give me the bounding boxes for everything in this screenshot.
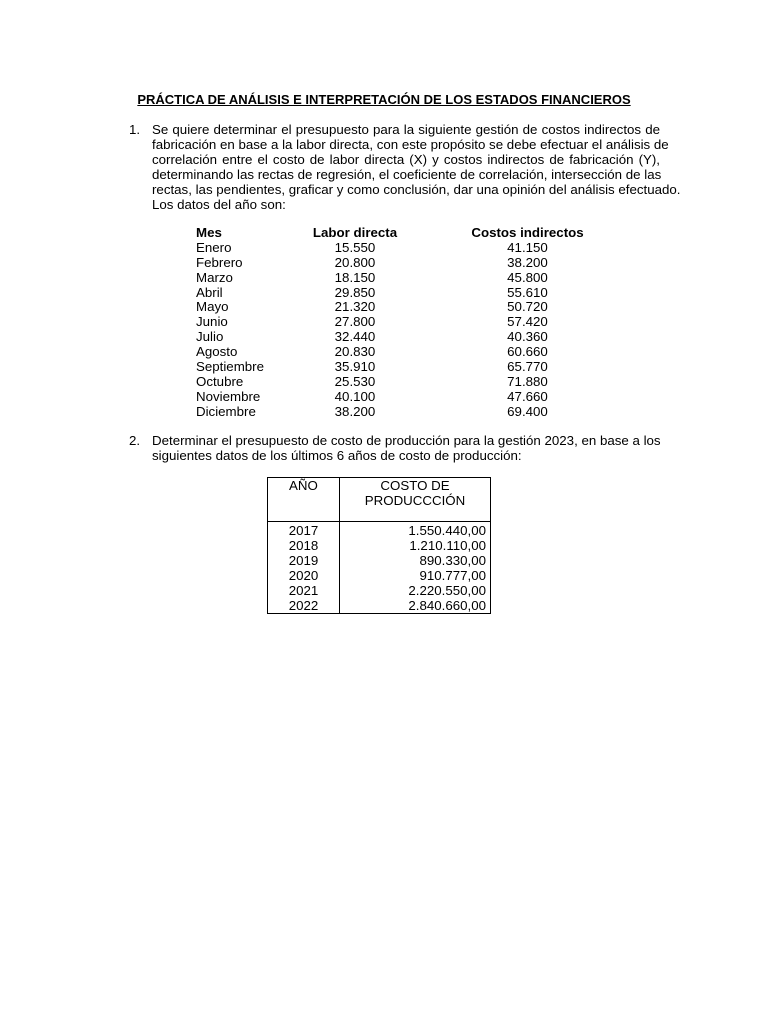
- cost-cell: 38.200: [507, 254, 548, 270]
- month-cell: Marzo: [196, 269, 233, 285]
- cost-cell: 55.610: [507, 284, 548, 300]
- labor-cell: 27.800: [334, 314, 376, 330]
- cost-cell: 71.880: [507, 373, 548, 389]
- month-header: Mes: [196, 225, 222, 240]
- labor-cell: 20.830: [334, 344, 376, 360]
- month-cell: Mayo: [196, 299, 229, 315]
- month-cell: Junio: [196, 314, 228, 330]
- year-cell: 2021: [268, 583, 340, 598]
- year-cell: 2017: [268, 522, 340, 539]
- month-cell: Enero: [196, 239, 232, 255]
- cost-cell: 50.720: [507, 299, 548, 315]
- month-cell: Septiembre: [196, 359, 264, 375]
- question-1-line: rectas, las pendientes, graficar y como conclusión, dar una opinión del análisis efectuado.: [152, 182, 681, 197]
- year-cell: 2019: [268, 553, 340, 568]
- question-1-text: [152, 122, 681, 212]
- labor-cell: 20.800: [334, 254, 376, 270]
- table-row: [268, 583, 491, 598]
- question-2-number: 2.: [129, 433, 141, 448]
- cost-cell: 60.660: [507, 344, 548, 360]
- labor-cell: 32.440: [334, 329, 376, 345]
- labor-column: [300, 225, 410, 419]
- question-1-line: determinando las rectas de regresión, el coeficiente de correlación, intersección de las: [152, 167, 662, 182]
- cost-cell: 45.800: [507, 269, 548, 285]
- question-2-line: siguientes datos de los últimos 6 años de costo de producción:: [152, 448, 522, 463]
- question-1-line: Los datos del año son:: [152, 197, 286, 212]
- month-cell: Abril: [196, 284, 223, 300]
- labor-cell: 29.850: [334, 284, 376, 300]
- question-1-number: 1.: [129, 122, 141, 137]
- production-cost-cell: 1.550.440,00: [340, 522, 491, 539]
- question-1-line: correlación entre el costo de labor directa (X) y costos indirectos de fabricación (Y),: [152, 152, 660, 167]
- question-1-line: fabricación en base a la labor directa, con este propósito se debe efectuar el análisis de: [152, 137, 669, 152]
- cost-header: Costos indirectos: [471, 225, 584, 240]
- month-cell: Julio: [196, 329, 224, 345]
- year-cell: 2020: [268, 568, 340, 583]
- month-cell: Agosto: [196, 344, 238, 360]
- labor-cell: 25.530: [334, 373, 376, 389]
- cost-cell: 57.420: [507, 314, 548, 330]
- labor-cell: 18.150: [334, 269, 376, 285]
- table-row: [268, 538, 491, 553]
- month-cell: Diciembre: [196, 403, 256, 419]
- cost-cell: 65.770: [507, 359, 548, 375]
- table-row: [268, 598, 491, 614]
- production-cost-header: [340, 478, 491, 522]
- month-cell: Noviembre: [196, 388, 261, 404]
- production-cost-cell: 910.777,00: [340, 568, 491, 583]
- cost-cell: 41.150: [507, 239, 548, 255]
- table-row: [268, 568, 491, 583]
- table-row: [268, 522, 491, 539]
- labor-header: Labor directa: [312, 225, 398, 240]
- cost-cell: 69.400: [507, 403, 548, 419]
- year-cell: 2018: [268, 538, 340, 553]
- production-cost-table: [267, 477, 491, 614]
- production-cost-header-line1: COSTO DE: [380, 478, 450, 493]
- labor-cell: 21.320: [334, 299, 376, 315]
- production-cost-header-line2: PRODUCCCIÓN: [364, 493, 466, 508]
- document-title: PRÁCTICA DE ANÁLISIS E INTERPRETACIÓN DE LOS ESTADOS FINANCIEROS: [137, 92, 631, 107]
- production-cost-cell: 2.840.660,00: [340, 598, 491, 614]
- month-column: [196, 225, 316, 419]
- table-row: [268, 553, 491, 568]
- production-cost-cell: 2.220.550,00: [340, 583, 491, 598]
- labor-cell: 40.100: [334, 388, 376, 404]
- production-cost-cell: 890.330,00: [340, 553, 491, 568]
- year-cell: 2022: [268, 598, 340, 614]
- labor-cell: 15.550: [334, 239, 376, 255]
- question-1-line: Se quiere determinar el presupuesto para la siguiente gestión de costos indirectos de: [152, 122, 660, 137]
- labor-cell: 38.200: [334, 403, 376, 419]
- month-cell: Febrero: [196, 254, 243, 270]
- labor-cell: 35.910: [334, 359, 376, 375]
- cost-cell: 47.660: [507, 388, 548, 404]
- production-cost-cell: 1.210.110,00: [340, 538, 491, 553]
- year-header: AÑO: [268, 478, 340, 522]
- cost-cell: 40.360: [507, 329, 548, 345]
- question-2-text: [152, 433, 660, 463]
- cost-column: [465, 225, 590, 419]
- question-2-line: Determinar el presupuesto de costo de producción para la gestión 2023, en base a los: [152, 433, 661, 448]
- month-cell: Octubre: [196, 373, 244, 389]
